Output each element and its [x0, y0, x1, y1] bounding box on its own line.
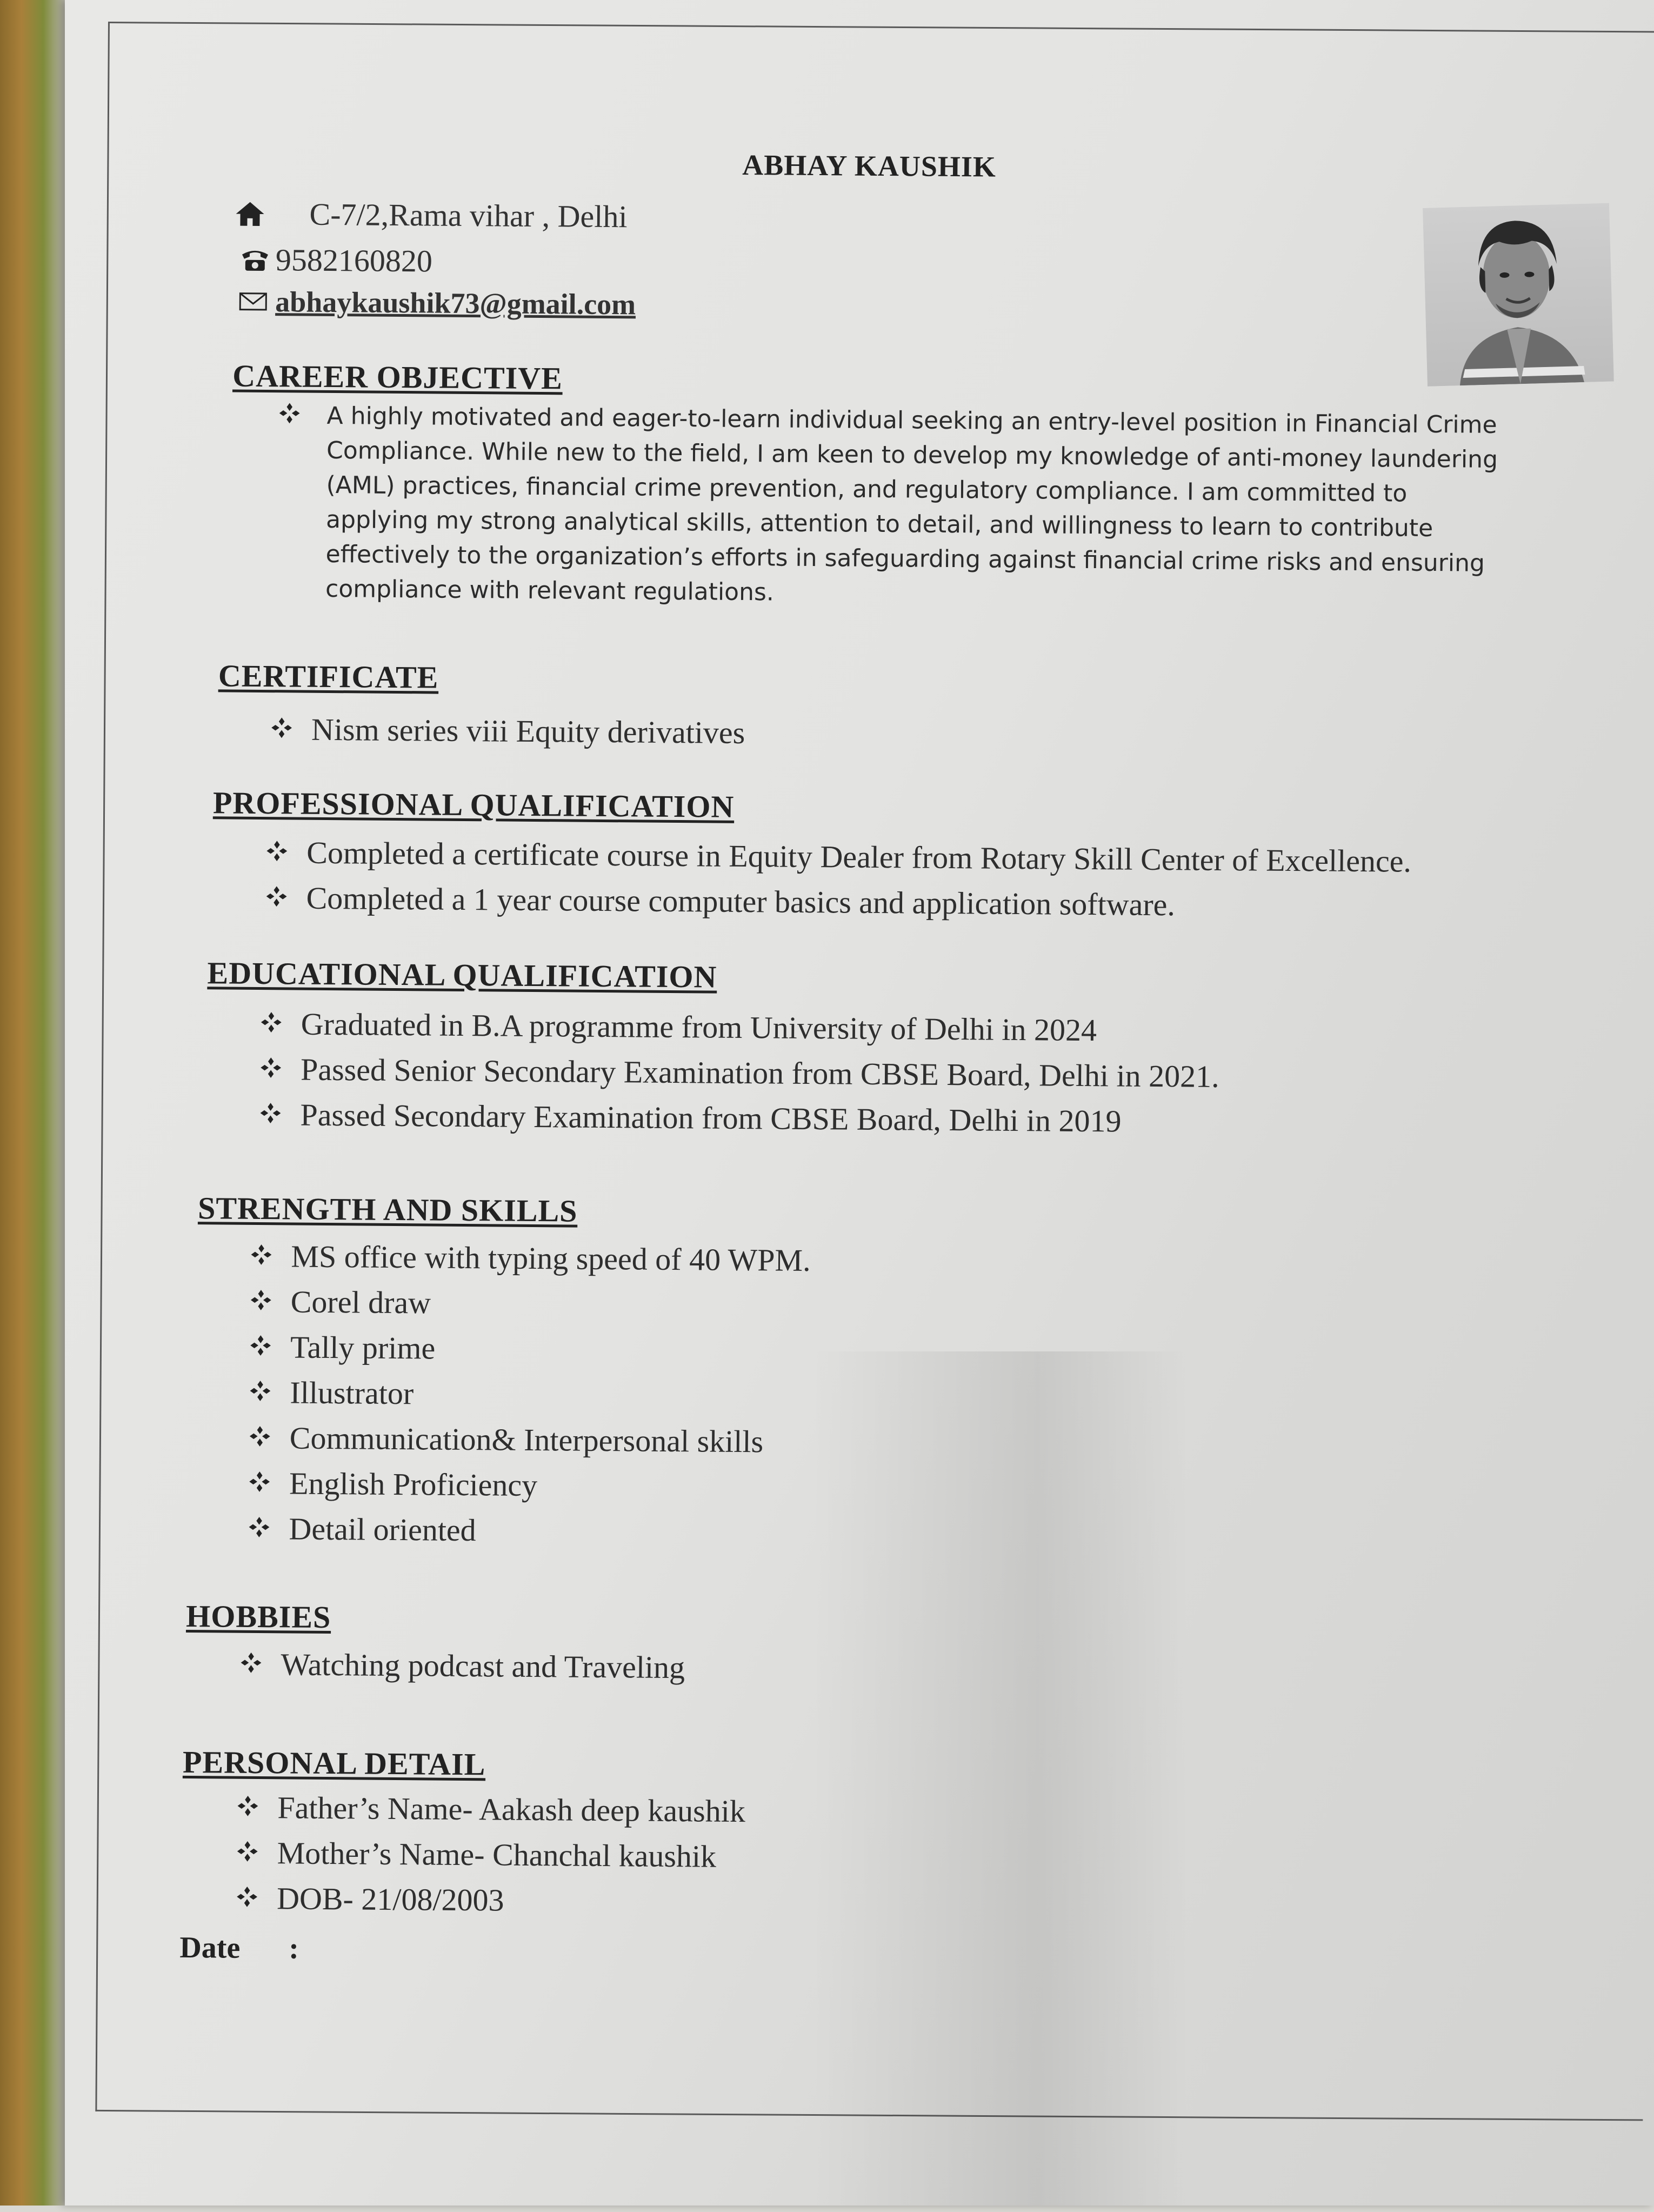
hobbies-list	[239, 1642, 685, 1690]
career-objective-list	[277, 398, 1516, 616]
list-item	[259, 1001, 1219, 1054]
educational-qualification-heading: EDUCATIONAL QUALIFICATION	[207, 955, 717, 995]
certificate-heading: CERTIFICATE	[218, 658, 439, 695]
list-item	[277, 398, 1516, 616]
professional-qualification-list	[265, 830, 1411, 930]
skill-item: MS office with typing speed of 40 WPM.	[291, 1238, 811, 1278]
educational-qualification-item: Passed Secondary Examination from CBSE Board, Delhi in 2019	[300, 1097, 1122, 1139]
career-objective-text: A highly motivated and eager-to-learn individual seeking an entry-level position in Financial Crime Compliance. While new to the field, I am keen to develop my knowledge of anti-money laundering (AML) practices, financial crime prevention, and regulatory compliance. I am committed to applying my strong analytical skills, attention to detail, and willingness to learn to contribute effectively to the organization’s efforts in safeguarding against financial crime risks and ensuring compliance with relevant regulations.	[325, 402, 1498, 607]
hobbies-heading: HOBBIES	[185, 1598, 331, 1635]
list-item	[248, 1506, 809, 1556]
hobby-item: Watching podcast and Traveling	[281, 1647, 685, 1685]
educational-qualification-list	[259, 1001, 1219, 1145]
home-icon	[234, 199, 266, 228]
phone-line	[239, 242, 433, 279]
diamond-bullet-icon	[259, 1056, 282, 1079]
list-item	[236, 1785, 745, 1834]
educational-qualification-item: Passed Senior Secondary Examination from CBSE Board, Delhi in 2021.	[300, 1051, 1219, 1094]
address-line	[234, 196, 627, 235]
date-colon: :	[289, 1931, 299, 1966]
skill-item: English Proficiency	[289, 1465, 538, 1503]
date-line	[179, 1930, 299, 1966]
diamond-bullet-icon	[236, 1795, 259, 1817]
list-item	[248, 1461, 809, 1510]
personal-detail-list	[236, 1785, 745, 1925]
professional-qualification-heading: PROFESSIONAL QUALIFICATION	[212, 785, 735, 824]
list-item	[239, 1642, 685, 1690]
certificate-list	[270, 707, 745, 756]
professional-qualification-item: Completed a 1 year course computer basics and application software.	[306, 880, 1176, 923]
list-item	[249, 1279, 810, 1329]
strength-and-skills-list	[248, 1234, 811, 1556]
phone-icon	[239, 245, 271, 274]
professional-qualification-item: Completed a certificate course in Equity Dealer from Rotary Skill Center of Excellence.	[306, 835, 1412, 879]
diamond-bullet-icon	[260, 1011, 283, 1034]
list-item	[236, 1830, 745, 1880]
list-item	[259, 1047, 1219, 1100]
diamond-bullet-icon	[236, 1840, 259, 1863]
skill-item: Communication& Interpersonal skills	[289, 1420, 764, 1460]
certificate-item: Nism series viii Equity derivatives	[311, 711, 745, 751]
list-item	[248, 1415, 809, 1465]
address-text: C-7/2,Rama vihar , Delhi	[309, 196, 628, 235]
diamond-bullet-icon	[250, 1289, 272, 1311]
list-item	[249, 1324, 810, 1374]
diamond-bullet-icon	[249, 1380, 271, 1402]
personal-detail-item: DOB- 21/08/2003	[276, 1881, 504, 1918]
diamond-bullet-icon	[265, 885, 288, 908]
list-item	[265, 875, 1411, 930]
date-label: Date	[179, 1930, 241, 1965]
diamond-bullet-icon	[270, 716, 293, 739]
skill-item: Illustrator	[290, 1375, 414, 1411]
personal-detail-heading: PERSONAL DETAIL	[182, 1744, 486, 1782]
skill-item: Corel draw	[290, 1284, 431, 1321]
list-item	[270, 707, 745, 756]
diamond-bullet-icon	[236, 1885, 258, 1908]
skill-item: Tally prime	[290, 1329, 436, 1366]
diamond-bullet-icon	[265, 840, 288, 862]
diamond-bullet-icon	[249, 1334, 272, 1357]
skill-item: Detail oriented	[289, 1511, 476, 1548]
diamond-bullet-icon	[250, 1243, 272, 1266]
phone-text: 9582160820	[275, 242, 433, 279]
diamond-bullet-icon	[259, 1102, 282, 1124]
diamond-bullet-icon	[278, 402, 301, 424]
candidate-name: ABHAY KAUSHIK	[742, 148, 997, 183]
diamond-bullet-icon	[248, 1470, 271, 1493]
list-item	[250, 1234, 811, 1283]
personal-detail-item: Mother’s Name- Chanchal kaushik	[277, 1835, 717, 1874]
email-link[interactable]: abhaykaushik73@gmail.com	[275, 285, 636, 321]
strength-and-skills-heading: STRENGTH AND SKILLS	[197, 1190, 578, 1229]
career-objective-heading: CAREER OBJECTIVE	[232, 358, 563, 396]
list-item	[236, 1876, 745, 1925]
personal-detail-item: Father’s Name- Aakash deep kaushik	[277, 1790, 746, 1829]
diamond-bullet-icon	[248, 1516, 270, 1538]
diamond-bullet-icon	[239, 1651, 262, 1674]
list-item	[259, 1092, 1219, 1145]
educational-qualification-item: Graduated in B.A programme from University of Delhi in 2024	[301, 1006, 1097, 1048]
email-line	[238, 285, 636, 322]
diamond-bullet-icon	[249, 1425, 271, 1448]
list-item	[249, 1370, 810, 1420]
profile-photo	[1423, 203, 1614, 387]
envelope-icon	[238, 288, 268, 316]
